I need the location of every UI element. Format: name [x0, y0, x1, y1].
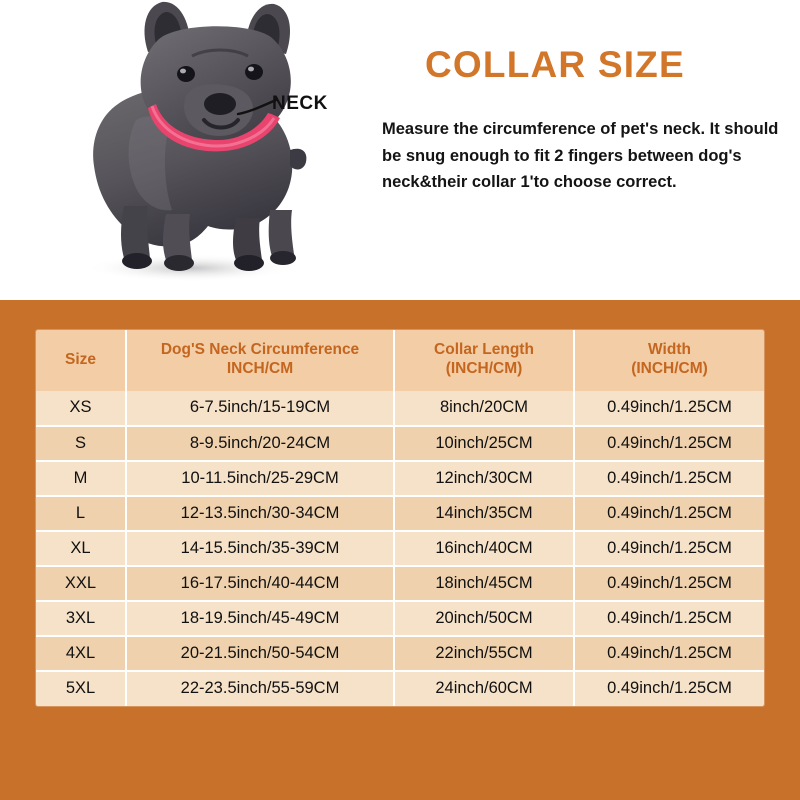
column-header-neck-line2: INCH/CM — [226, 360, 294, 378]
cell-width: 0.49inch/1.25CM — [574, 671, 764, 706]
cell-length: 12inch/30CM — [394, 461, 574, 496]
column-header-width-line1: Width — [648, 341, 691, 358]
cell-width: 0.49inch/1.25CM — [574, 566, 764, 601]
size-chart-table — [36, 330, 764, 706]
table-row — [36, 391, 764, 426]
table-row — [36, 496, 764, 531]
cell-size: XXL — [36, 566, 126, 601]
cell-width: 0.49inch/1.25CM — [574, 601, 764, 636]
table-row — [36, 671, 764, 706]
cell-size: 5XL — [36, 671, 126, 706]
table-header-row — [36, 330, 764, 391]
cell-neck: 12-13.5inch/30-34CM — [126, 496, 394, 531]
table-row — [36, 566, 764, 601]
cell-length: 14inch/35CM — [394, 496, 574, 531]
cell-size: XS — [36, 391, 126, 426]
table-row — [36, 461, 764, 496]
cell-size: M — [36, 461, 126, 496]
cell-neck: 14-15.5inch/35-39CM — [126, 531, 394, 566]
cell-length: 8inch/20CM — [394, 391, 574, 426]
column-header-length-line2: (INCH/CM) — [445, 360, 523, 378]
table-body — [36, 391, 764, 706]
table-header — [36, 330, 764, 391]
cell-length: 20inch/50CM — [394, 601, 574, 636]
cell-length: 16inch/40CM — [394, 531, 574, 566]
cell-width: 0.49inch/1.25CM — [574, 461, 764, 496]
dog-photo — [40, 0, 370, 285]
column-header-width — [574, 330, 764, 391]
cell-neck: 20-21.5inch/50-54CM — [126, 636, 394, 671]
cell-length: 24inch/60CM — [394, 671, 574, 706]
cell-neck: 18-19.5inch/45-49CM — [126, 601, 394, 636]
cell-width: 0.49inch/1.25CM — [574, 391, 764, 426]
cell-neck: 8-9.5inch/20-24CM — [126, 426, 394, 461]
column-header-width-line2: (INCH/CM) — [631, 360, 708, 378]
column-header-neck — [126, 330, 394, 391]
column-header-neck-line1: Dog'S Neck Circumference — [160, 341, 360, 358]
table-row — [36, 601, 764, 636]
cell-length: 18inch/45CM — [394, 566, 574, 601]
cell-size: S — [36, 426, 126, 461]
cell-size: 4XL — [36, 636, 126, 671]
page-title: COLLAR SIZE — [425, 44, 685, 85]
table-row — [36, 636, 764, 671]
cell-neck: 22-23.5inch/55-59CM — [126, 671, 394, 706]
cell-length: 22inch/55CM — [394, 636, 574, 671]
cell-width: 0.49inch/1.25CM — [574, 531, 764, 566]
cell-width: 0.49inch/1.25CM — [574, 426, 764, 461]
column-header-size-line1: Size — [64, 350, 96, 368]
cell-neck: 6-7.5inch/15-19CM — [126, 391, 394, 426]
cell-size: 3XL — [36, 601, 126, 636]
cell-width: 0.49inch/1.25CM — [574, 636, 764, 671]
table-row — [36, 426, 764, 461]
cell-size: XL — [36, 531, 126, 566]
column-header-length — [394, 330, 574, 391]
cell-length: 10inch/25CM — [394, 426, 574, 461]
header-area — [0, 0, 800, 300]
column-header-length-line1: Collar Length — [434, 341, 534, 358]
cell-size: L — [36, 496, 126, 531]
table-row — [36, 531, 764, 566]
cell-neck: 16-17.5inch/40-44CM — [126, 566, 394, 601]
instructions-text: Measure the circumference of pet's neck. It should be snug enough to fit 2 fingers between dog's neck&their collar 1'to choose correct. — [382, 120, 779, 192]
cell-width: 0.49inch/1.25CM — [574, 496, 764, 531]
neck-callout-label: NECK — [272, 93, 328, 114]
column-header-size — [36, 330, 126, 391]
neck-pointer-line — [236, 92, 282, 120]
french-bulldog-illustration — [40, 0, 370, 285]
size-table — [36, 330, 764, 706]
cell-neck: 10-11.5inch/25-29CM — [126, 461, 394, 496]
